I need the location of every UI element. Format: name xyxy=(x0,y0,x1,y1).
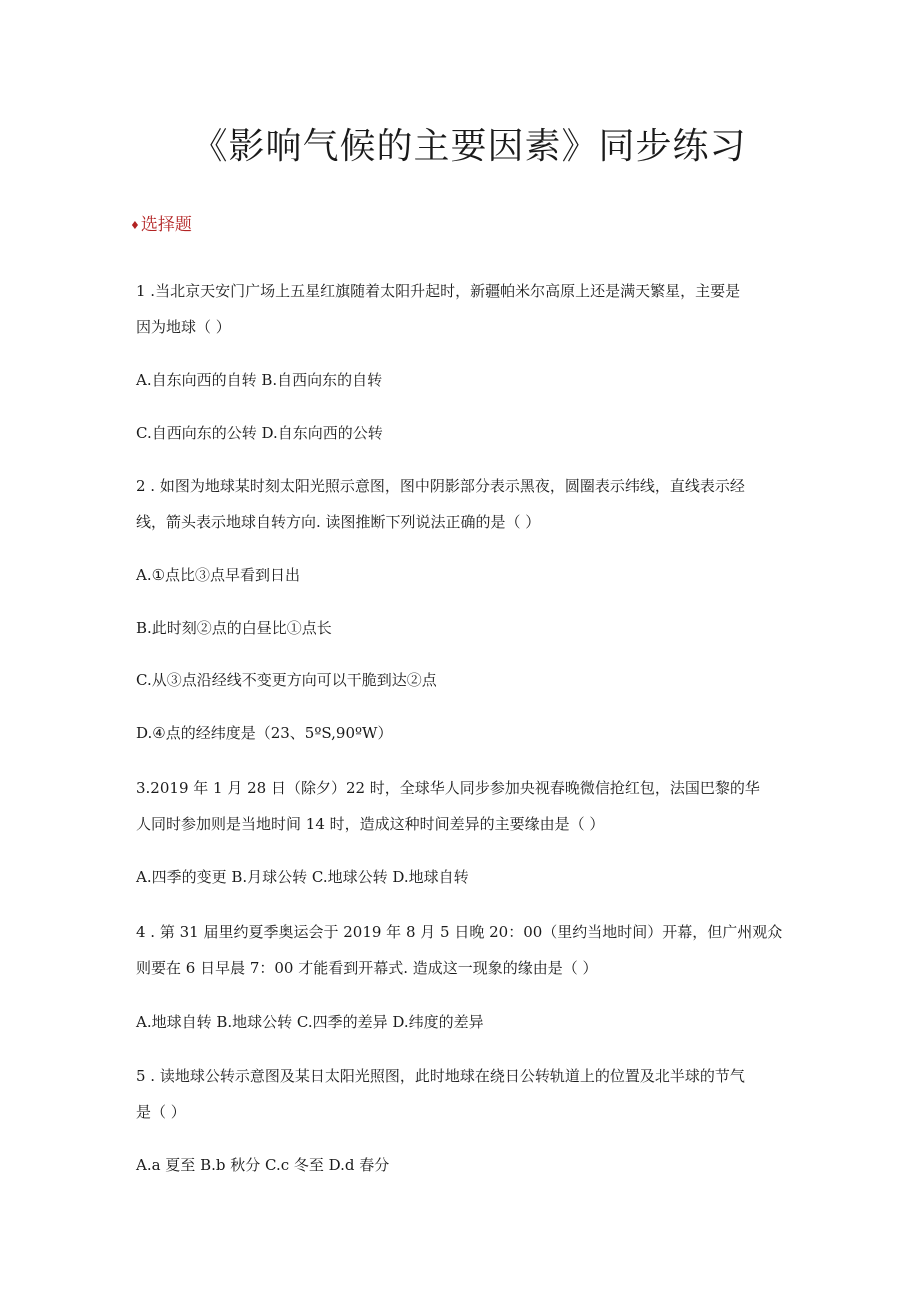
question-4-stem-line-2: 则要在 6 日早晨 7：00 才能看到开幕式. 造成这一现象的缘由是（ ） xyxy=(136,959,598,977)
question-5-stem-line-2: 是（ ） xyxy=(136,1103,186,1121)
question-2-option-a: A.①点比③点早看到日出 xyxy=(136,566,301,584)
question-2-option-b: B.此时刻②点的白昼比①点长 xyxy=(136,619,332,637)
question-2-option-d: D.④点的经纬度是（23、5ºS,90ºW） xyxy=(136,724,393,742)
question-3-stem-line-1: 3.2019 年 1 月 28 日（除夕）22 时，全球华人同步参加央视春晚微信抢红包，法国巴黎的华 xyxy=(136,779,760,797)
question-3-options: A.四季的变更 B.月球公转 C.地球公转 D.地球自转 xyxy=(136,868,469,886)
section-label: 选择题 xyxy=(140,215,192,235)
question-5-options: A.a 夏至 B.b 秋分 C.c 冬至 D.d 春分 xyxy=(136,1156,390,1174)
question-4-options: A.地球自转 B.地球公转 C.四季的差异 D.纬度的差异 xyxy=(136,1013,484,1031)
page-title: 《影响气候的主要因素》同步练习 xyxy=(191,126,747,167)
question-2-option-c: C.从③点沿经线不变更方向可以干脆到达②点 xyxy=(136,671,437,689)
section-heading xyxy=(130,210,192,235)
question-3-stem-line-2: 人同时参加则是当地时间 14 时，造成这种时间差异的主要缘由是（ ） xyxy=(136,815,605,833)
question-2-stem-line-1: 2 . 如图为地球某时刻太阳光照示意图，图中阴影部分表示黑夜，圆圈表示纬线，直线表示经 xyxy=(136,477,745,495)
question-1-stem-line-2: 因为地球（ ） xyxy=(136,318,231,336)
question-1-option-line-2: C.自西向东的公转 D.自东向西的公转 xyxy=(136,424,383,442)
diamond-icon: ♦ xyxy=(130,219,140,232)
question-5-stem-line-1: 5 . 读地球公转示意图及某日太阳光照图，此时地球在绕日公转轨道上的位置及北半球的节气 xyxy=(136,1067,745,1085)
question-1-stem-line-1: 1 .当北京天安门广场上五星红旗随着太阳升起时，新疆帕米尔高原上还是满天繁星，主要是 xyxy=(136,282,741,300)
question-1-option-line-1: A.自东向西的自转 B.自西向东的自转 xyxy=(136,371,383,389)
question-2-stem-line-2: 线，箭头表示地球自转方向. 读图推断下列说法正确的是（ ） xyxy=(136,513,541,531)
question-4-stem-line-1: 4 . 第 31 届里约夏季奥运会于 2019 年 8 月 5 日晚 20：00（里约当地时间）开幕，但广州观众 xyxy=(136,923,783,941)
